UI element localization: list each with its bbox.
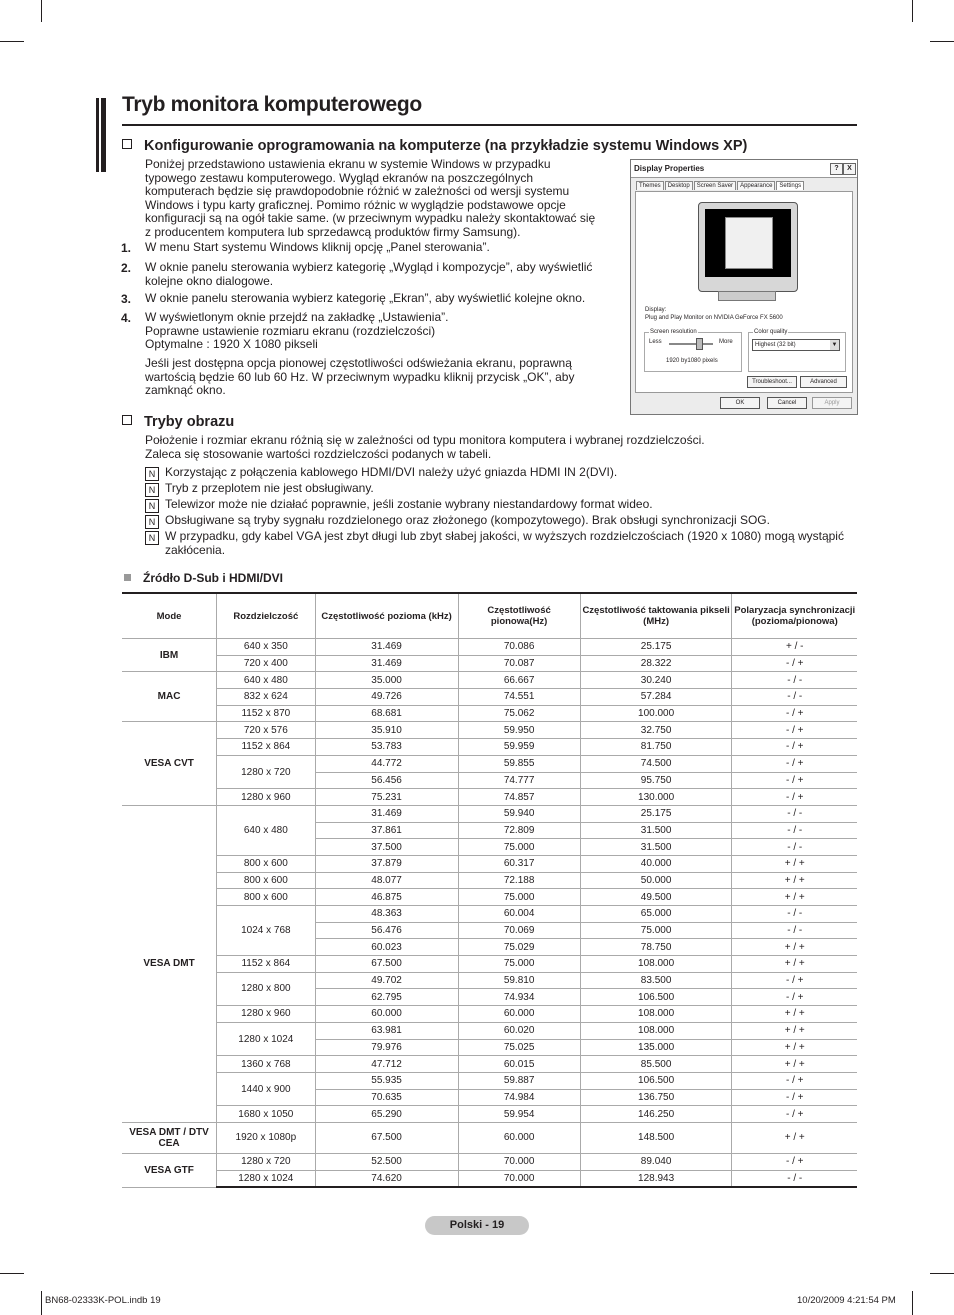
intro-line: typowego zestawu komputerowego. Wygląd ekranów na poszczególnych xyxy=(145,170,534,185)
resolution-cell: 1152 x 870 xyxy=(217,705,316,722)
value-cell: + / + xyxy=(732,889,857,906)
value-cell: 49.726 xyxy=(315,689,458,706)
resolution-slider[interactable] xyxy=(669,343,713,345)
value-cell: 75.231 xyxy=(315,789,458,806)
value-cell: 48.077 xyxy=(315,872,458,889)
more-label: More xyxy=(719,339,733,345)
value-cell: 31.469 xyxy=(315,655,458,672)
value-cell: 100.000 xyxy=(580,705,732,722)
table-row xyxy=(122,1072,857,1089)
value-cell: 66.667 xyxy=(458,672,580,689)
value-cell: 60.020 xyxy=(458,1022,580,1039)
table-row xyxy=(122,805,857,822)
value-cell: - / + xyxy=(732,739,857,756)
value-cell: 59.959 xyxy=(458,739,580,756)
step-text xyxy=(145,292,585,306)
note-icon: N xyxy=(145,515,159,529)
mode-cell: VESA DMT xyxy=(122,805,217,1122)
value-cell: 60.004 xyxy=(458,906,580,923)
resolution-cell: 1680 x 1050 xyxy=(217,1106,316,1123)
value-cell: 35.910 xyxy=(315,722,458,739)
note-icon: N xyxy=(145,467,159,481)
tab-themes[interactable]: Themes xyxy=(636,181,664,190)
step-number: 3. xyxy=(121,292,132,306)
table-row xyxy=(122,889,857,906)
value-cell: + / + xyxy=(732,855,857,872)
value-cell: + / + xyxy=(732,1022,857,1039)
step4-extra xyxy=(145,357,574,398)
note-text xyxy=(165,482,865,496)
table-row xyxy=(122,1056,857,1073)
resolution-cell: 1440 x 900 xyxy=(217,1072,316,1105)
color-group xyxy=(748,332,846,372)
value-cell: 37.861 xyxy=(315,822,458,839)
square-bullet-icon xyxy=(124,574,131,581)
resolution-cell: 800 x 600 xyxy=(217,889,316,906)
section-heading-software xyxy=(122,138,747,154)
value-cell: - / + xyxy=(732,789,857,806)
value-cell: 95.750 xyxy=(580,772,732,789)
section-heading-text: Tryby obrazu xyxy=(144,414,235,430)
value-cell: - / + xyxy=(732,655,857,672)
note-line: Telewizor może nie działać poprawnie, jeśli zostanie wybrany niestandardowy format wideo. xyxy=(165,497,653,511)
crop-mark xyxy=(0,1273,24,1274)
tab-desktop[interactable]: Desktop xyxy=(665,181,693,190)
value-cell: 89.040 xyxy=(580,1153,732,1170)
value-cell: 44.772 xyxy=(315,755,458,772)
window-icon xyxy=(725,217,773,269)
less-label: Less xyxy=(649,339,662,345)
crop-mark xyxy=(0,41,24,42)
value-cell: 25.175 xyxy=(580,639,732,656)
resolution-cell: 1024 x 768 xyxy=(217,906,316,956)
tab-screen-saver[interactable]: Screen Saver xyxy=(694,181,736,190)
value-cell: 59.940 xyxy=(458,805,580,822)
table-row xyxy=(122,755,857,772)
cancel-button[interactable]: Cancel xyxy=(767,397,807,409)
mode-cell: VESA CVT xyxy=(122,722,217,805)
value-cell: 75.000 xyxy=(458,889,580,906)
color-quality-select[interactable] xyxy=(752,339,840,351)
side-bar xyxy=(96,98,99,172)
step-line: W menu Start systemu Windows kliknij opcję „Panel sterowania”. xyxy=(145,240,490,254)
table-row xyxy=(122,1106,857,1123)
value-cell: - / + xyxy=(732,705,857,722)
table-row xyxy=(122,1006,857,1023)
value-cell: 74.934 xyxy=(458,989,580,1006)
resolution-cell: 1280 x 720 xyxy=(217,755,316,788)
value-cell: 70.087 xyxy=(458,655,580,672)
crop-mark xyxy=(912,1291,913,1315)
note-text xyxy=(165,498,865,512)
note-icon: N xyxy=(145,531,159,545)
table-caption-text: Źródło D-Sub i HDMI/DVI xyxy=(143,571,283,585)
value-cell: 60.000 xyxy=(458,1006,580,1023)
value-cell: 74.857 xyxy=(458,789,580,806)
help-button[interactable]: ? xyxy=(830,163,843,175)
value-cell: 49.702 xyxy=(315,972,458,989)
value-cell: 25.175 xyxy=(580,805,732,822)
crop-mark xyxy=(41,0,42,22)
note-text xyxy=(165,530,865,557)
value-cell: 108.000 xyxy=(580,956,732,973)
value-cell: 74.500 xyxy=(580,755,732,772)
color-label: Color quality xyxy=(754,329,788,335)
table-row xyxy=(122,689,857,706)
value-cell: 48.363 xyxy=(315,906,458,923)
mode-cell: VESA GTF xyxy=(122,1153,217,1187)
value-cell: 146.250 xyxy=(580,1106,732,1123)
value-cell: 30.240 xyxy=(580,672,732,689)
value-cell: 59.855 xyxy=(458,755,580,772)
settings-panel xyxy=(635,191,853,393)
tab-appearance[interactable]: Appearance xyxy=(737,181,775,190)
resolution-cell: 1152 x 864 xyxy=(217,956,316,973)
dialog-titlebar xyxy=(631,160,857,178)
value-cell: 63.981 xyxy=(315,1022,458,1039)
table-row xyxy=(122,872,857,889)
value-cell: - / - xyxy=(732,672,857,689)
intro-line: konfiguracji są na ogół takie same. (w przeciwnym wypadku należy skontaktować się xyxy=(145,211,596,225)
value-cell: 62.795 xyxy=(315,989,458,1006)
value-cell: + / - xyxy=(732,639,857,656)
value-cell: 59.887 xyxy=(458,1072,580,1089)
value-cell: 75.025 xyxy=(458,1039,580,1056)
step-text xyxy=(145,241,490,255)
step-text xyxy=(145,311,448,352)
resolution-group xyxy=(644,332,742,372)
value-cell: 72.809 xyxy=(458,822,580,839)
section-heading-text: Konfigurowanie oprogramowania na komputerze (na przykładzie systemu Windows XP) xyxy=(144,138,748,154)
section2-intro xyxy=(145,434,705,461)
step-line: Poprawne ustawienie rozmiaru ekranu (rozdzielczości) xyxy=(145,323,436,338)
column-header: Rozdzielczość xyxy=(217,593,316,639)
resolution-cell: 1280 x 1024 xyxy=(217,1170,316,1187)
value-cell: - / - xyxy=(732,689,857,706)
resolution-cell: 1280 x 720 xyxy=(217,1153,316,1170)
table-row xyxy=(122,705,857,722)
resolution-cell: 720 x 576 xyxy=(217,722,316,739)
color-quality-value: Highest (32 bit) xyxy=(755,342,796,348)
resolution-cell: 640 x 480 xyxy=(217,805,316,855)
monitor-icon xyxy=(698,202,798,292)
column-header: Polaryzacja synchronizacji (pozioma/pionowa) xyxy=(732,593,857,639)
note-text xyxy=(165,514,865,528)
value-cell: - / - xyxy=(732,839,857,856)
value-cell: 59.954 xyxy=(458,1106,580,1123)
value-cell: 40.000 xyxy=(580,855,732,872)
value-cell: - / - xyxy=(732,906,857,923)
note-icon: N xyxy=(145,499,159,513)
mode-cell: VESA DMT / DTV CEA xyxy=(122,1122,217,1153)
value-cell: 70.000 xyxy=(458,1170,580,1187)
page-number-badge: Polski - 19 xyxy=(425,1216,529,1235)
value-cell: 53.783 xyxy=(315,739,458,756)
resolution-cell: 640 x 350 xyxy=(217,639,316,656)
table-row xyxy=(122,639,857,656)
table-row xyxy=(122,655,857,672)
value-cell: 79.976 xyxy=(315,1039,458,1056)
intro-line: Poniżej przedstawiono ustawienia ekranu w systemie Windows w przypadku xyxy=(145,157,551,171)
value-cell: + / + xyxy=(732,872,857,889)
value-cell: 70.635 xyxy=(315,1089,458,1106)
value-cell: 75.000 xyxy=(580,922,732,939)
value-cell: 74.551 xyxy=(458,689,580,706)
column-header: Częstotliwość taktowania pikseli (MHz) xyxy=(580,593,732,639)
value-cell: - / - xyxy=(732,805,857,822)
value-cell: 37.879 xyxy=(315,855,458,872)
table-row xyxy=(122,739,857,756)
column-header: Częstotliwość pozioma (kHz) xyxy=(315,593,458,639)
value-cell: 31.469 xyxy=(315,639,458,656)
value-cell: 108.000 xyxy=(580,1006,732,1023)
value-cell: 78.750 xyxy=(580,939,732,956)
value-cell: 35.000 xyxy=(315,672,458,689)
step-line: W oknie panelu sterowania wybierz kategorię „Ekran”, aby wyświetlić kolejne okno. xyxy=(145,291,586,305)
value-cell: 74.620 xyxy=(315,1170,458,1187)
value-cell: - / + xyxy=(732,989,857,1006)
note-line: W przypadku, gdy kabel VGA jest zbyt długi lub zbyt słabej jakości, w wyższych rozdzielczościach (1920 x 1080) mogą wystąpić xyxy=(165,529,844,543)
step-line: wartością będzie 60 lub 60 Hz. W przeciwnym wypadku kliknij przycisk „OK”, aby xyxy=(145,369,575,384)
table-row xyxy=(122,855,857,872)
value-cell: 46.875 xyxy=(315,889,458,906)
value-cell: - / - xyxy=(732,922,857,939)
value-cell: 31.500 xyxy=(580,822,732,839)
value-cell: 60.000 xyxy=(458,1122,580,1153)
modes-table xyxy=(122,592,857,1188)
chevron-down-icon: ▼ xyxy=(831,342,838,348)
value-cell: 85.500 xyxy=(580,1056,732,1073)
note-text xyxy=(165,466,865,480)
resolution-cell: 1360 x 768 xyxy=(217,1056,316,1073)
value-cell: 55.935 xyxy=(315,1072,458,1089)
value-cell: 59.810 xyxy=(458,972,580,989)
value-cell: 106.500 xyxy=(580,1072,732,1089)
resolution-cell: 720 x 400 xyxy=(217,655,316,672)
step-text xyxy=(145,261,592,288)
value-cell: 148.500 xyxy=(580,1122,732,1153)
note-line: zakłócenia. xyxy=(165,542,226,557)
value-cell: 136.750 xyxy=(580,1089,732,1106)
apply-button[interactable]: Apply xyxy=(812,397,852,409)
display-label: Display: xyxy=(645,307,667,313)
value-cell: 75.000 xyxy=(458,956,580,973)
value-cell: 65.290 xyxy=(315,1106,458,1123)
resolution-value: 1920 by1080 pixels xyxy=(666,358,718,364)
note-line: Korzystając z połączenia kablowego HDMI/DVI należy użyć gniazda HDMI IN 2(DVI). xyxy=(165,465,618,479)
step-number: 1. xyxy=(121,241,132,255)
dialog-tabs xyxy=(636,181,805,190)
value-cell: 28.322 xyxy=(580,655,732,672)
resolution-cell: 1280 x 960 xyxy=(217,1006,316,1023)
value-cell: 50.000 xyxy=(580,872,732,889)
step-number: 4. xyxy=(121,311,132,325)
table-row xyxy=(122,956,857,973)
value-cell: - / - xyxy=(732,822,857,839)
value-cell: 81.750 xyxy=(580,739,732,756)
step-line: kolejne okno dialogowe. xyxy=(145,273,274,288)
value-cell: - / + xyxy=(732,1106,857,1123)
value-cell: - / + xyxy=(732,722,857,739)
table-row xyxy=(122,972,857,989)
footer-file: BN68-02333K-POL.indb 19 xyxy=(45,1295,161,1306)
note-line: Obsługiwane są tryby sygnału rozdzielonego oraz złożonego (kompozytowego). Brak obsługi synchronizacji SOG. xyxy=(165,513,770,527)
mode-cell: IBM xyxy=(122,639,217,672)
troubleshoot-button[interactable]: Troubleshoot... xyxy=(747,376,797,388)
table-body xyxy=(122,639,857,1188)
value-cell: 106.500 xyxy=(580,989,732,1006)
value-cell: 130.000 xyxy=(580,789,732,806)
resolution-cell: 1280 x 1024 xyxy=(217,1022,316,1055)
checkbox-bullet-icon xyxy=(122,415,132,425)
value-cell: 60.000 xyxy=(315,1006,458,1023)
note-icon: N xyxy=(145,483,159,497)
crop-mark xyxy=(930,1273,954,1274)
step-line: W oknie panelu sterowania wybierz kategorię „Wygląd i kompozycje”, aby wyświetlić xyxy=(145,260,593,274)
value-cell: + / + xyxy=(732,1056,857,1073)
table-row xyxy=(122,672,857,689)
crop-mark xyxy=(930,41,954,42)
display-properties-dialog xyxy=(630,159,858,415)
step-line: W wyświetlonym oknie przejdź na zakładkę „Ustawienia”. xyxy=(145,310,449,324)
resolution-cell: 1280 x 960 xyxy=(217,789,316,806)
value-cell: - / + xyxy=(732,972,857,989)
table-row xyxy=(122,789,857,806)
value-cell: 108.000 xyxy=(580,1022,732,1039)
close-button[interactable]: X xyxy=(843,163,856,175)
value-cell: - / + xyxy=(732,772,857,789)
value-cell: 60.317 xyxy=(458,855,580,872)
step-number: 2. xyxy=(121,261,132,275)
resolution-cell: 800 x 600 xyxy=(217,872,316,889)
table-row xyxy=(122,1170,857,1187)
value-cell: + / + xyxy=(732,956,857,973)
value-cell: 75.029 xyxy=(458,939,580,956)
display-value: Plug and Play Monitor on NVIDIA GeForce FX 5600 xyxy=(645,315,783,321)
mode-cell: MAC xyxy=(122,672,217,722)
table-row xyxy=(122,1153,857,1170)
value-cell: 56.476 xyxy=(315,922,458,939)
section-heading-modes xyxy=(122,414,234,430)
value-cell: 67.500 xyxy=(315,1122,458,1153)
checkbox-bullet-icon xyxy=(122,139,132,149)
resolution-cell: 800 x 600 xyxy=(217,855,316,872)
column-header: Częstotliwość pionowa(Hz) xyxy=(458,593,580,639)
ok-button[interactable]: OK xyxy=(720,397,760,409)
table-caption xyxy=(124,571,283,585)
advanced-button[interactable]: Advanced xyxy=(800,376,847,388)
resolution-cell: 1152 x 864 xyxy=(217,739,316,756)
value-cell: 128.943 xyxy=(580,1170,732,1187)
value-cell: - / + xyxy=(732,1089,857,1106)
value-cell: 83.500 xyxy=(580,972,732,989)
slider-thumb[interactable] xyxy=(696,338,703,350)
value-cell: 60.015 xyxy=(458,1056,580,1073)
value-cell: - / + xyxy=(732,755,857,772)
side-bar xyxy=(101,98,106,172)
table-row xyxy=(122,1022,857,1039)
table-header-row xyxy=(122,593,857,639)
value-cell: 60.023 xyxy=(315,939,458,956)
value-cell: + / + xyxy=(732,1122,857,1153)
value-cell: + / + xyxy=(732,939,857,956)
resolution-cell: 640 x 480 xyxy=(217,672,316,689)
value-cell: 75.000 xyxy=(458,839,580,856)
step-line: zamknąć okno. xyxy=(145,383,226,397)
value-cell: 32.750 xyxy=(580,722,732,739)
value-cell: 65.000 xyxy=(580,906,732,923)
value-cell: 70.069 xyxy=(458,922,580,939)
table-row xyxy=(122,1122,857,1153)
value-cell: 67.500 xyxy=(315,956,458,973)
value-cell: 135.000 xyxy=(580,1039,732,1056)
tab-settings[interactable]: Settings xyxy=(776,181,804,190)
step-line: Optymalne : 1920 X 1080 pikseli xyxy=(145,337,318,351)
value-cell: 56.456 xyxy=(315,772,458,789)
resolution-cell: 1280 x 800 xyxy=(217,972,316,1005)
value-cell: 72.188 xyxy=(458,872,580,889)
value-cell: 37.500 xyxy=(315,839,458,856)
value-cell: 49.500 xyxy=(580,889,732,906)
value-cell: 57.284 xyxy=(580,689,732,706)
dialog-title: Display Properties xyxy=(634,164,705,173)
table-row xyxy=(122,906,857,923)
value-cell: - / - xyxy=(732,1170,857,1187)
title-rule xyxy=(122,124,857,126)
step-line: Jeśli jest dostępna opcja pionowej częstotliwości odświeżania ekranu, poprawną xyxy=(145,356,572,370)
resolution-cell: 832 x 624 xyxy=(217,689,316,706)
intro-line: komputerach będzie się prawdopodobnie różnić w zależności od wersji systemu xyxy=(145,184,570,198)
value-cell: 68.681 xyxy=(315,705,458,722)
value-cell: 31.500 xyxy=(580,839,732,856)
crop-mark xyxy=(912,0,913,22)
resolution-label: Screen resolution xyxy=(650,329,697,335)
page-title: Tryb monitora komputerowego xyxy=(122,93,422,116)
table-row xyxy=(122,722,857,739)
value-cell: - / + xyxy=(732,1072,857,1089)
note-line: Tryb z przeplotem nie jest obsługiwany. xyxy=(165,481,374,495)
value-cell: 70.000 xyxy=(458,1153,580,1170)
intro-line: Windows i typu karty graficznej. Pomimo różnic w wyglądzie podstawowe opcje xyxy=(145,197,566,212)
column-header: Mode xyxy=(122,593,217,639)
value-cell: + / + xyxy=(732,1006,857,1023)
monitor-stand xyxy=(718,291,776,301)
value-cell: 52.500 xyxy=(315,1153,458,1170)
intro-line: Zaleca się stosowanie wartości rozdzielczości podanych w tabeli. xyxy=(145,446,492,461)
value-cell: 59.950 xyxy=(458,722,580,739)
value-cell: 70.086 xyxy=(458,639,580,656)
value-cell: 74.984 xyxy=(458,1089,580,1106)
value-cell: 75.062 xyxy=(458,705,580,722)
value-cell: - / + xyxy=(732,1153,857,1170)
intro-line: Położenie i rozmiar ekranu różnią się w zależności od typu monitora komputera i wybranej rozdzielczości. xyxy=(145,433,705,447)
section1-intro xyxy=(145,158,595,239)
monitor-screen xyxy=(705,209,791,277)
value-cell: + / + xyxy=(732,1039,857,1056)
footer-timestamp: 10/20/2009 4:21:54 PM xyxy=(797,1295,896,1306)
intro-line: z producentem komputera lub sprzedawcą produktów firmy Samsung). xyxy=(145,224,521,239)
value-cell: 47.712 xyxy=(315,1056,458,1073)
resolution-cell: 1920 x 1080p xyxy=(217,1122,316,1153)
value-cell: 31.469 xyxy=(315,805,458,822)
crop-mark xyxy=(41,1291,42,1315)
value-cell: 74.777 xyxy=(458,772,580,789)
